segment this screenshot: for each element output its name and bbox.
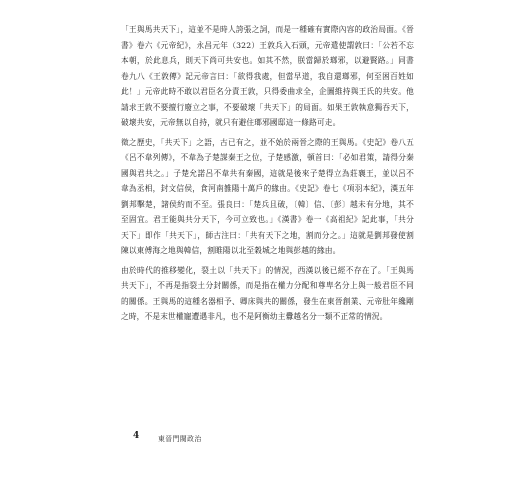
running-head: 東晉門閥政治 (158, 435, 202, 443)
page-number: 4 (133, 431, 140, 441)
paragraph: 徵之歷史，「共天下」之語，古已有之，並不始於兩晉之際的王與馬。《史記》卷八五《呂不韋列傳》，不韋為子楚謀秦王之位，子楚感激，頓首曰：「必如君策，請得分秦國與君共之。」子楚允諾呂不韋共有秦國，這就是後來子楚得立為莊襄王，並以呂不韋為丞相，封文信侯，食河南雒陽十萬戶的緣由。《史記》卷七《項羽本紀》，漢五年劉邦擊楚，諸侯約而不至。張良曰：「楚兵且破，〔韓〕信、〔彭〕越未有分地，其不至固宜。君王能與共分天下，今可立致也。」《漢書》卷一《高祖紀》記此事，「共分天下」即作「共天下」，師古注曰：「共有天下之地，割而分之。」這就是劉邦發使割陳以東傅海之地與韓信，割睢陽以北至穀城之地與彭越的緣由。 (121, 137, 414, 255)
paragraph: 「王與馬共天下」，這並不是時人誇張之詞，而是一種確有實際內容的政治局面。《晉書》卷六《元帝紀》，永昌元年（322）王敦兵入石頭，元帝遣使謂敦曰：「公若不忘本朝，於此息兵，則天下尚可共安也。如其不然，朕當歸於瑯邪，以避賢路。」同書卷九八《王敦傳》記元帝言曰：「欲得我處，但當早道，我自還瑯邪，何至困百姓如此！」元帝此時不敢以君臣名分責王敦，只得委曲求全，企圖維持與王氏的共安。他請求王敦不要擅行廢立之事，不要破壞「共天下」的局面。如果王敦執意獨吞天下，破壞共安，元帝無以自持，就只有避住瑯邪國邸這一條路可走。 (121, 25, 414, 127)
page-body (121, 22, 414, 325)
paragraph: 由於時代的推移變化，裂土以「共天下」的情況，西漢以後已經不存在了。「王與馬共天下」，不再是指裂土分封關係，而是指在權力分配和尊卑名分上與一般君臣不同的關係。王與馬的這種名器相予、卿床與共的關係，發生在東晉創業、元帝肚年纔剛之時，不是末世權寵遭遇非凡，也不是阿衡幼主釁越名分一類不正常的情況。 (121, 265, 414, 321)
